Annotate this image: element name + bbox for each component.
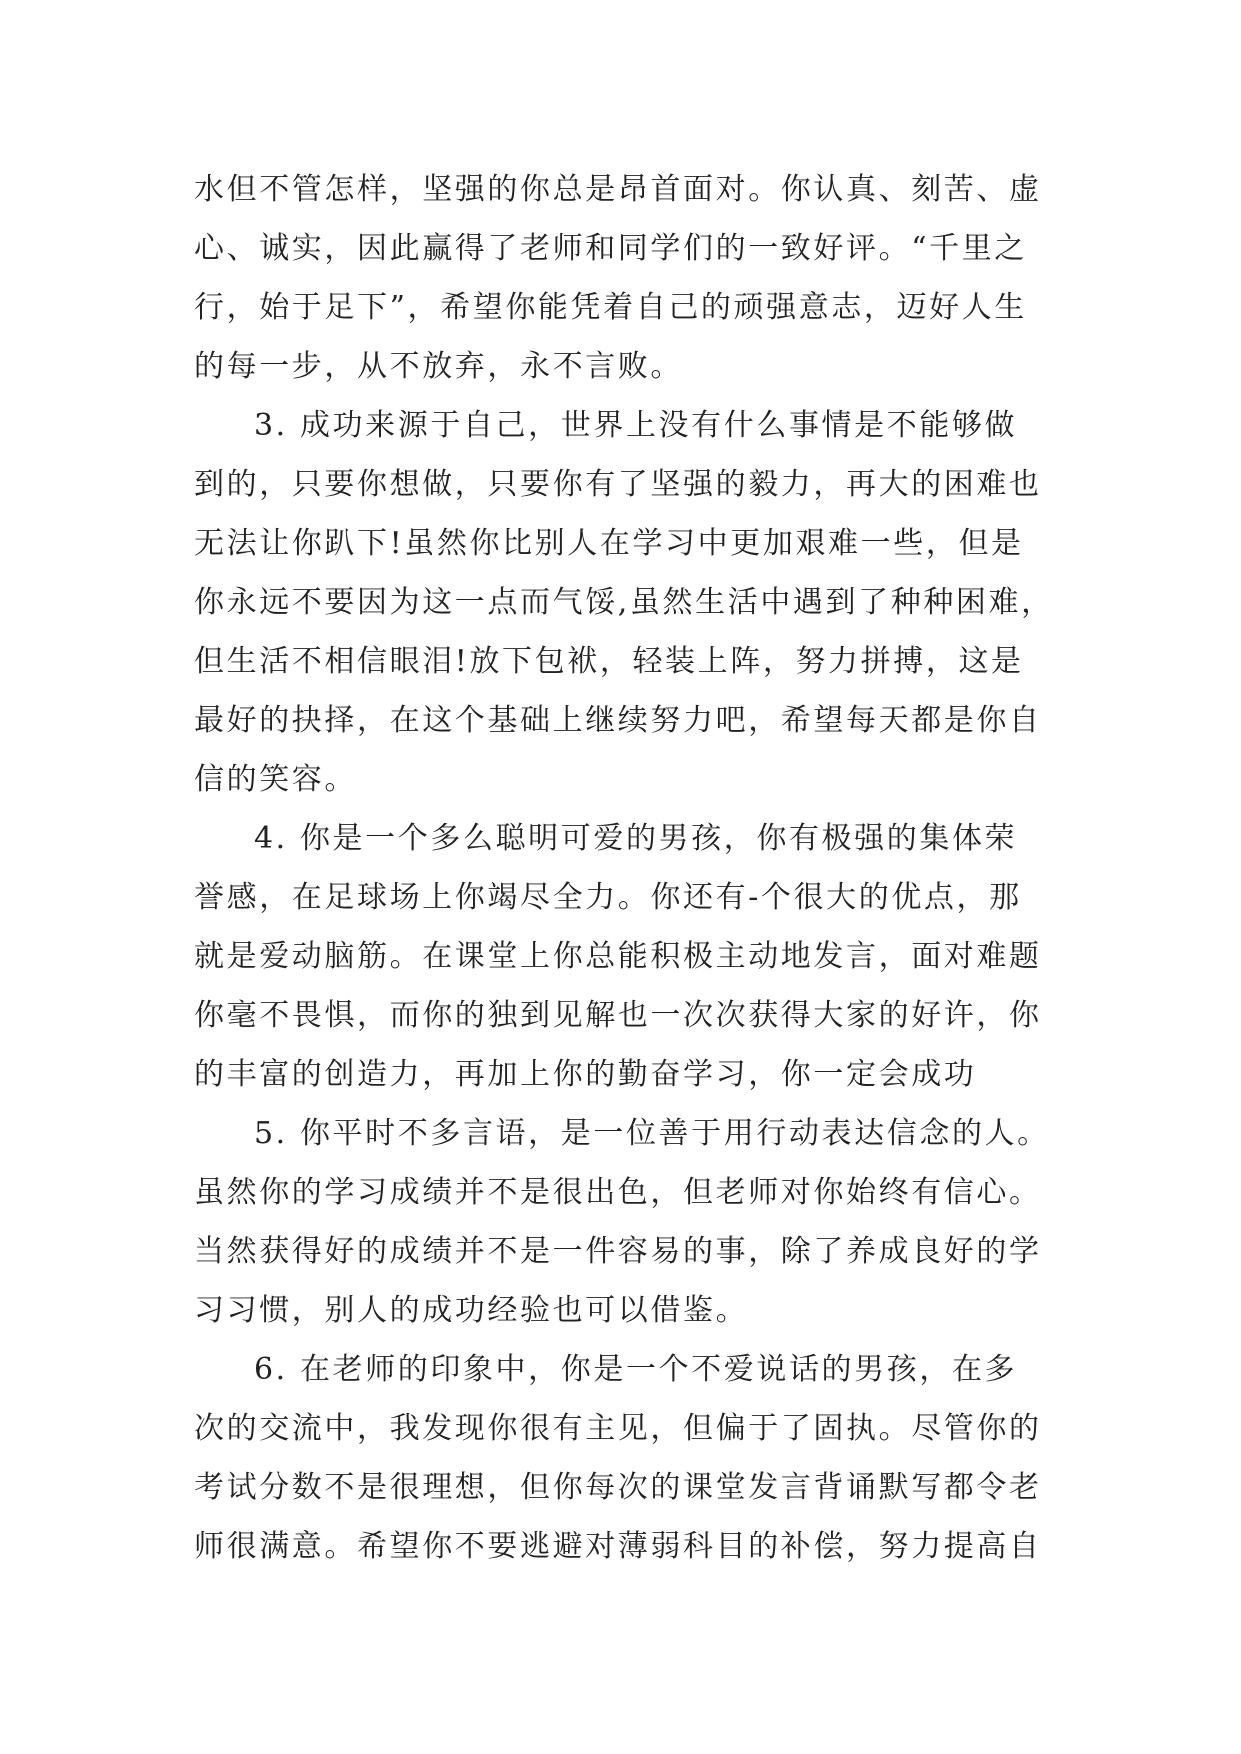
text-line: 信的笑容。 — [194, 762, 357, 797]
text-line: 师很满意。希望你不要逃避对薄弱科目的补偿，努力提高自 — [194, 1529, 1042, 1564]
paragraph-4-start: 4. 你是一个多么聪明可爱的男孩，你有极强的集体荣 — [254, 821, 1018, 856]
text-line: 就是爱动脑筋。在课堂上你总能积极主动地发言，面对难题 — [194, 939, 1042, 974]
text-line: 水但不管怎样，坚强的你总是昂首面对。你认真、刻苦、虚 — [194, 172, 1042, 207]
paragraph-5-start: 5. 你平时不多言语，是一位善于用行动表达信念的人。 — [254, 1116, 1050, 1151]
text-line: 当然获得好的成绩并不是一件容易的事，除了养成良好的学 — [194, 1234, 1042, 1269]
text-line: 但生活不相信眼泪!放下包袱，轻装上阵，努力拼搏，这是 — [194, 644, 1024, 679]
text-line: 到的，只要你想做，只要你有了坚强的毅力，再大的困难也 — [194, 467, 1042, 502]
text-line: 的丰富的创造力，再加上你的勤奋学习，你一定会成功 — [194, 1057, 977, 1092]
text-line: 你永远不要因为这一点而气馁,虽然生活中遇到了种种困难， — [194, 585, 1054, 620]
text-line: 行，始于足下”，希望你能凭着自己的顽强意志，迈好人生 — [194, 290, 1027, 325]
text-line: 虽然你的学习成绩并不是很出色，但老师对你始终有信心。 — [194, 1175, 1042, 1210]
text-line: 最好的抉择，在这个基础上继续努力吧，希望每天都是你自 — [194, 703, 1042, 738]
text-line: 你毫不畏惧，而你的独到见解也一次次获得大家的好许，你 — [194, 998, 1042, 1033]
paragraph-6-start: 6. 在老师的印象中，你是一个不爱说话的男孩，在多 — [254, 1352, 1018, 1387]
text-line: 次的交流中，我发现你很有主见，但偏于了固执。尽管你的 — [194, 1411, 1042, 1446]
text-line: 习习惯，别人的成功经验也可以借鉴。 — [194, 1293, 749, 1328]
paragraph-3-start: 3. 成功来源于自己，世界上没有什么事情是不能够做 — [254, 408, 1018, 443]
text-line: 无法让你趴下!虽然你比别人在学习中更加艰难一些，但是 — [194, 526, 1024, 561]
text-line: 的每一步，从不放弃，永不言败。 — [194, 349, 683, 384]
text-line: 誉感，在足球场上你竭尽全力。你还有-个很大的优点，那 — [194, 880, 1022, 915]
text-line: 考试分数不是很理想，但你每次的课堂发言背诵默写都令老 — [194, 1470, 1042, 1505]
text-line: 心、诚实，因此赢得了老师和同学们的一致好评。“千里之 — [194, 231, 1027, 266]
